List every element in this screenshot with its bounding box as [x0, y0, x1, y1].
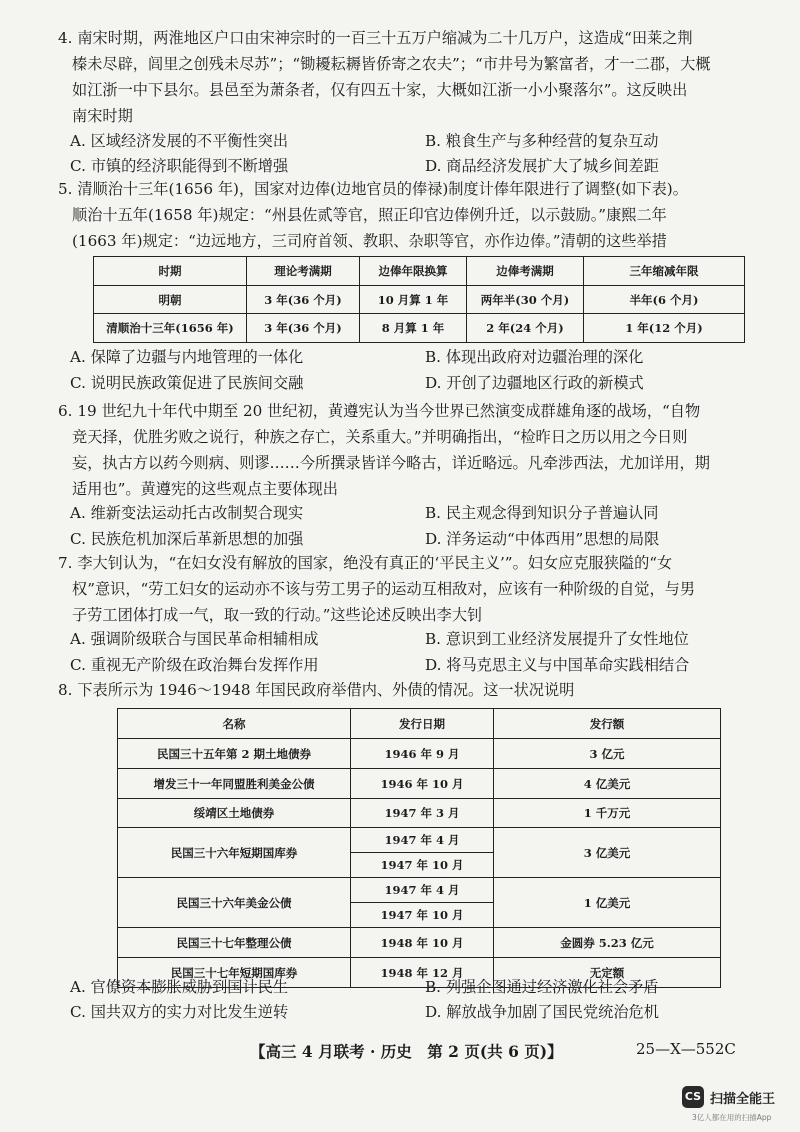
q4-line: 4. 南宋时期，两淮地区户口由宋神宗时的一百三十五万户缩减为二十几万户，这造成“田莱之荆: [58, 29, 693, 47]
q8-option-a[interactable]: A. 官僚资本膨胀威胁到国计民生: [70, 978, 289, 996]
q5-option-a[interactable]: A. 保障了边疆与内地管理的一体化: [70, 348, 304, 366]
q5-header-cell: 边俸考满期: [467, 257, 584, 286]
q8-issue-amount: 3 亿美元: [494, 828, 721, 878]
q5-header-cell: 三年缩减年限: [584, 257, 745, 286]
q8-bond-name: 民国三十七年短期国库券: [118, 958, 351, 988]
q4-line: 榛未尽辟，闾里之创残未尽苏”；“锄耰耘耨皆侨寄之农夫”；“市井号为繁富者，才一二郡，大概: [72, 55, 711, 73]
q5-option-c[interactable]: C. 说明民族政策促进了民族间交融: [70, 374, 304, 392]
q5-header-cell: 理论考满期: [247, 257, 360, 286]
q8-table-row: [118, 878, 721, 903]
q5-cell: 清顺治十三年(1656 年): [94, 314, 247, 343]
question-8: [58, 677, 768, 703]
q5-table: [93, 256, 745, 343]
q5-cell: 8 月算 1 年: [360, 314, 467, 343]
q5-header-cell: 边俸年限换算: [360, 257, 467, 286]
q8-issue-amount: 4 亿美元: [494, 769, 721, 799]
q5-table-row: [94, 286, 745, 314]
q5-header-cell: 时期: [94, 257, 247, 286]
q8-table: [117, 708, 721, 988]
q8-bond-name: 民国三十五年第 2 期土地债券: [118, 739, 351, 769]
q7-option-b[interactable]: B. 意识到工业经济发展提升了女性地位: [425, 630, 689, 648]
q8-option-c[interactable]: C. 国共双方的实力对比发生逆转: [70, 1003, 289, 1021]
q8-header-cell: 发行额: [494, 709, 721, 739]
q8-header-cell: 发行日期: [351, 709, 494, 739]
question-4: [58, 25, 768, 129]
scanner-tagline: 3亿人都在用的扫描App: [692, 1113, 772, 1122]
q8-option-b[interactable]: B. 列强企图通过经济激化社会矛盾: [425, 978, 659, 996]
q6-option-d[interactable]: D. 洋务运动“中体西用”思想的局限: [425, 530, 660, 548]
q7-line: 权”意识，“劳工妇女的运动亦不该与劳工男子的运动互相敌对，应该有一种阶级的自觉，与男: [72, 580, 696, 598]
q8-issue-date: 1947 年 4 月: [351, 828, 494, 853]
q5-cell: 10 月算 1 年: [360, 286, 467, 314]
q8-bond-name: 增发三十一年同盟胜利美金公债: [118, 769, 351, 799]
q8-issue-date: 1947 年 10 月: [351, 903, 494, 928]
q7-option-c[interactable]: C. 重视无产阶级在政治舞台发挥作用: [70, 656, 319, 674]
q4-option-b[interactable]: B. 粮食生产与多种经营的复杂互动: [425, 132, 659, 150]
q5-cell: 3 年(36 个月): [247, 286, 360, 314]
q6-line: 6. 19 世纪九十年代中期至 20 世纪初，黄遵宪认为当今世界已然演变成群雄角逐的战场，“自物: [58, 402, 701, 420]
q5-cell: 明朝: [94, 286, 247, 314]
q6-option-b[interactable]: B. 民主观念得到知识分子普遍认同: [425, 504, 659, 522]
scanner-app-name: 扫描全能王: [710, 1092, 776, 1107]
q8-issue-amount: 3 亿元: [494, 739, 721, 769]
q8-bond-name: 绥靖区土地债券: [118, 799, 351, 828]
q8-issue-amount: 1 千万元: [494, 799, 721, 828]
q8-table-row: [118, 928, 721, 958]
q5-cell: 2 年(24 个月): [467, 314, 584, 343]
q8-issue-date: 1946 年 9 月: [351, 739, 494, 769]
exam-code: 25—X—552C: [636, 1040, 736, 1058]
q4-option-c[interactable]: C. 市镇的经济职能得到不断增强: [70, 157, 289, 175]
q8-table-row: [118, 739, 721, 769]
q8-table-header: [118, 709, 721, 739]
q5-line: 5. 清顺治十三年(1656 年)，国家对边俸(边地官员的俸禄)制度计俸年限进行了调整(如下表)。: [58, 180, 688, 198]
q7-line: 子劳工团体打成一气，取一致的行动。”这些论述反映出李大钊: [72, 606, 483, 624]
q8-issue-date: 1946 年 10 月: [351, 769, 494, 799]
q8-bond-name: 民国三十六年美金公债: [118, 878, 351, 928]
q8-line: 8. 下表所示为 1946～1948 年国民政府举借内、外债的情况。这一状况说明: [58, 681, 575, 699]
q8-issue-amount: 无定额: [494, 958, 721, 988]
question-5: [58, 176, 768, 254]
q5-cell: 半年(6 个月): [584, 286, 745, 314]
q8-header-cell: 名称: [118, 709, 351, 739]
q4-line: 南宋时期: [72, 107, 133, 125]
q8-option-d[interactable]: D. 解放战争加剧了国民党统治危机: [425, 1003, 659, 1021]
q5-cell: 3 年(36 个月): [247, 314, 360, 343]
q7-line: 7. 李大钊认为，“在妇女没有解放的国家，绝没有真正的‘平民主义’”。妇女应克服狭隘的“女: [58, 554, 673, 572]
q5-cell: 1 年(12 个月): [584, 314, 745, 343]
q8-issue-date: 1948 年 10 月: [351, 928, 494, 958]
question-7: [58, 550, 768, 628]
q4-option-a[interactable]: A. 区域经济发展的不平衡性突出: [70, 132, 289, 150]
q6-line: 竞天择，优胜劣败之说行，种族之存亡，关系重大。”并明确指出，“检昨日之历以用之今日则: [72, 428, 688, 446]
q8-table-row: [118, 828, 721, 853]
q4-option-d[interactable]: D. 商品经济发展扩大了城乡间差距: [425, 157, 659, 175]
q8-bond-name: 民国三十七年整理公债: [118, 928, 351, 958]
scanner-watermark: [672, 1082, 796, 1126]
q8-issue-amount: 1 亿美元: [494, 878, 721, 928]
q8-issue-date: 1947 年 10 月: [351, 853, 494, 878]
q6-line: 妄，执古方以药今则病、则谬……今所撰录皆详今略古，详近略远。凡牵涉西法，尤加详用，期: [72, 454, 710, 472]
q5-option-b[interactable]: B. 体现出政府对边疆治理的深化: [425, 348, 644, 366]
q8-issue-date: 1947 年 3 月: [351, 799, 494, 828]
q5-option-d[interactable]: D. 开创了边疆地区行政的新模式: [425, 374, 644, 392]
q8-bond-name: 民国三十六年短期国库券: [118, 828, 351, 878]
q7-option-d[interactable]: D. 将马克思主义与中国革命实践相结合: [425, 656, 690, 674]
q6-line: 适用也”。黄遵宪的这些观点主要体现出: [72, 480, 338, 498]
q8-table-row: [118, 769, 721, 799]
q5-table-row: [94, 314, 745, 343]
q4-line: 如江浙一中下县尔。县邑至为萧条者，仅有四五十家，大概如江浙一小小聚落尔”。这反映出: [72, 81, 688, 99]
q7-option-a[interactable]: A. 强调阶级联合与国民革命相辅相成: [70, 630, 319, 648]
q8-issue-date: 1948 年 12 月: [351, 958, 494, 988]
page-footer: 【高三 4 月联考 · 历史 第 2 页(共 6 页)】: [250, 1042, 563, 1061]
question-6: [58, 398, 768, 502]
q6-option-a[interactable]: A. 维新变法运动托古改制契合现实: [70, 504, 304, 522]
q5-line: 顺治十五年(1658 年)规定：“州县佐贰等官，照正印官边俸例升迁，以示鼓励。”康熙二年: [72, 206, 667, 224]
q5-table-header: [94, 257, 745, 286]
scanner-logo-icon: CS: [682, 1086, 704, 1108]
q8-issue-date: 1947 年 4 月: [351, 878, 494, 903]
q6-option-c[interactable]: C. 民族危机加深后革新思想的加强: [70, 530, 304, 548]
q5-cell: 两年半(30 个月): [467, 286, 584, 314]
q8-table-row: [118, 799, 721, 828]
q5-line: (1663 年)规定：“边远地方，三司府首领、教职、杂职等官，亦作边俸。”清朝的这些举措: [72, 232, 667, 250]
q8-issue-amount: 金圆券 5.23 亿元: [494, 928, 721, 958]
